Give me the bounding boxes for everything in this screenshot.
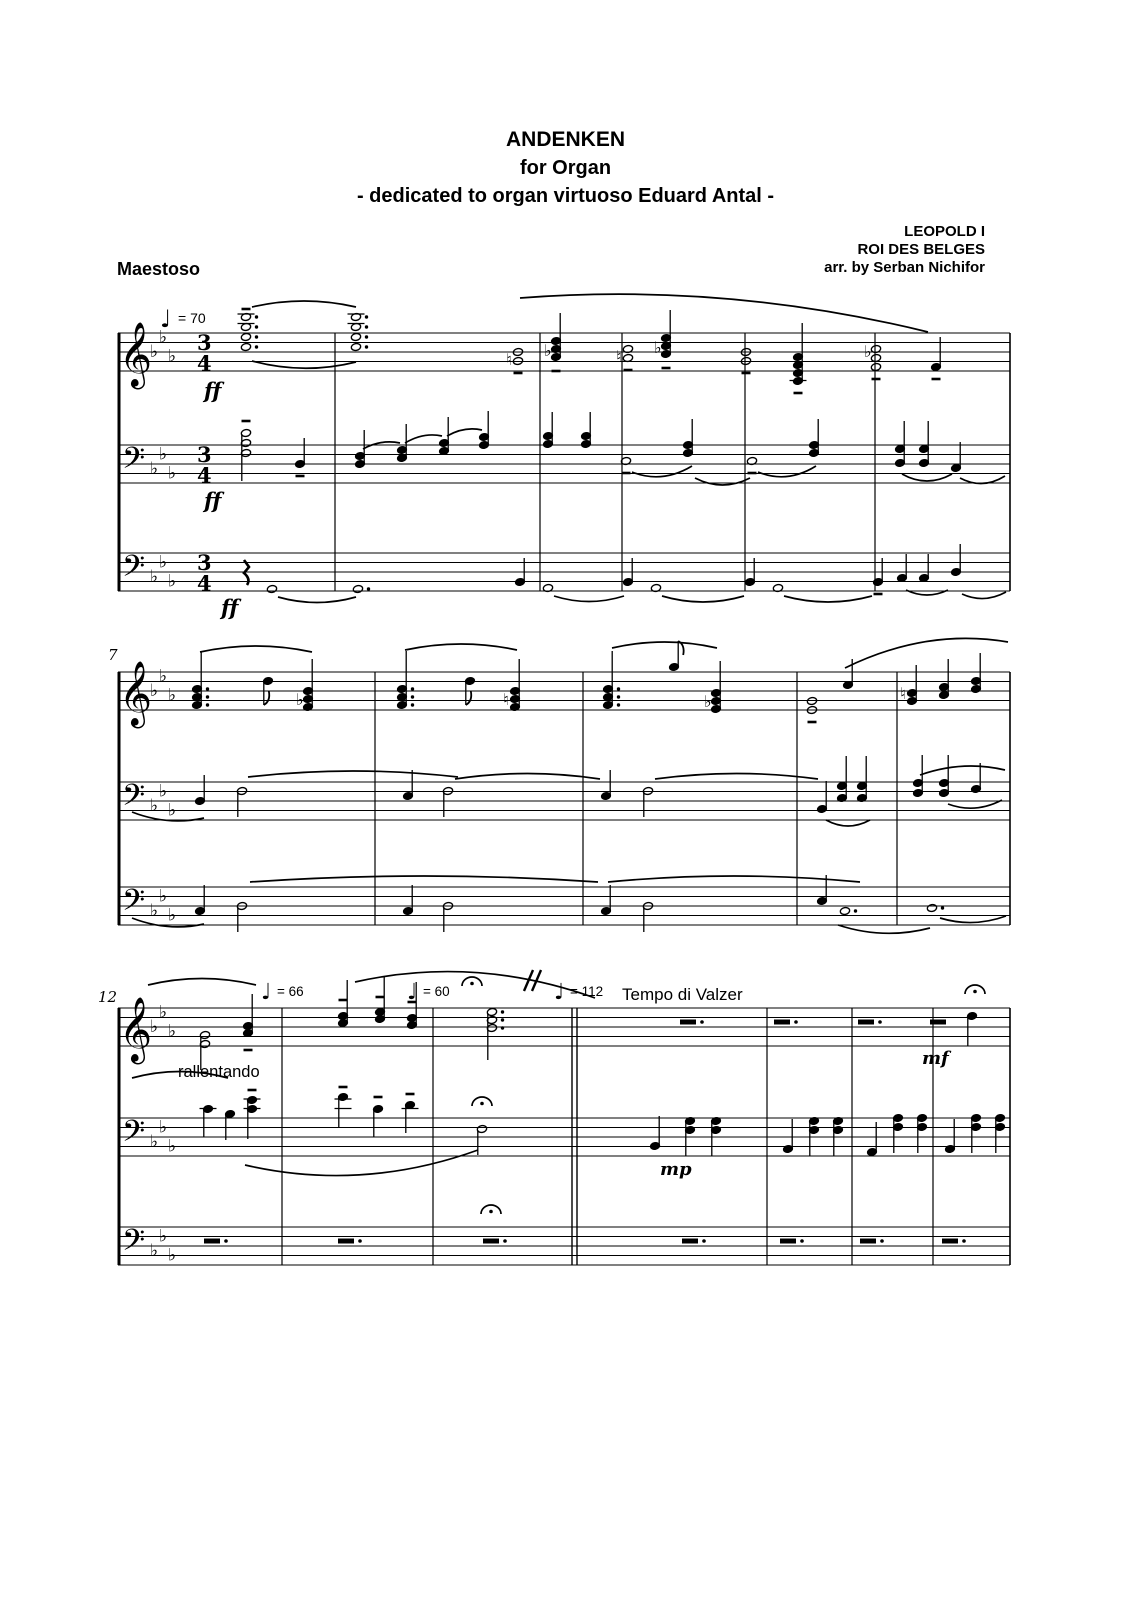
metronome-value: = 70 [178, 310, 206, 326]
flat-sign-icon: ♭ [168, 1245, 177, 1266]
eighth-flag [466, 691, 471, 705]
flat-sign-icon: ♭ [168, 685, 177, 706]
fermata-dot [470, 982, 474, 986]
augmentation-dot [206, 703, 209, 706]
bass-clef-icon: 𝄢 [122, 550, 146, 591]
bass-clef-icon: 𝄢 [122, 779, 146, 820]
flat-sign-icon: ♭ [159, 552, 168, 573]
measure-number: 7 [108, 646, 118, 664]
augmentation-dot [501, 1026, 504, 1029]
natural-accidental-icon: ♮ [900, 684, 906, 703]
open-notehead [351, 333, 362, 342]
measure-rest [942, 1239, 958, 1244]
augmentation-dot [255, 315, 258, 318]
flat-sign-icon: ♭ [150, 567, 159, 587]
augmentation-dot [880, 1239, 884, 1243]
time-sig-numerator: 3 [197, 550, 212, 575]
slur [960, 476, 1005, 484]
measure-rest [483, 1239, 499, 1244]
tempo-heading: Maestoso [117, 259, 201, 279]
natural-accidental-icon: ♮ [616, 347, 622, 366]
augmentation-dot [358, 1239, 362, 1243]
open-notehead [927, 904, 938, 913]
measure-rest [858, 1020, 874, 1025]
slur [940, 916, 1006, 923]
slur [245, 1150, 478, 1176]
augmentation-dot [878, 1020, 882, 1024]
augmentation-dot [365, 325, 368, 328]
fermata-dot [480, 1102, 484, 1106]
slur [845, 638, 1008, 668]
augmentation-dot [224, 1239, 228, 1243]
open-notehead [353, 585, 364, 594]
flat-sign-icon: ♭ [150, 342, 159, 362]
open-notehead [241, 333, 252, 342]
fermata-dot [973, 990, 977, 994]
metronome-value: = 66 [277, 984, 304, 999]
composer-name: LEOPOLD I [904, 223, 985, 240]
slur [902, 474, 952, 481]
slur [252, 301, 356, 307]
flat-sign-icon: ♭ [168, 905, 177, 926]
slur [920, 766, 1005, 775]
augmentation-dot [800, 1239, 804, 1243]
slur [758, 466, 816, 477]
time-sig-numerator: 3 [197, 442, 212, 467]
augmentation-dot [617, 687, 620, 690]
augmentation-dot [503, 1239, 507, 1243]
bass-clef-icon: 𝄢 [122, 442, 146, 483]
slur [612, 642, 717, 648]
open-notehead [241, 343, 252, 352]
augmentation-dot [617, 695, 620, 698]
slur [655, 774, 818, 780]
augmentation-dot [411, 695, 414, 698]
metronome-note-icon: ♩ [407, 980, 418, 1005]
measure-rest [774, 1020, 790, 1025]
flat-sign-icon: ♭ [150, 459, 159, 479]
augmentation-dot [367, 587, 370, 590]
augmentation-dot [501, 1010, 504, 1013]
dynamic-ff: ff [204, 378, 222, 403]
tempo-di-valzer-text: Tempo di Valzer [622, 985, 743, 1004]
measure-rest [930, 1020, 946, 1025]
augmentation-dot [365, 335, 368, 338]
metronome-note-icon: ♩ [261, 980, 272, 1005]
augmentation-dot [941, 906, 944, 909]
arranger-credit: arr. by Serban Nichifor [824, 259, 985, 276]
open-notehead [267, 585, 278, 594]
measure-rest [682, 1239, 698, 1244]
flat-sign-icon: ♭ [168, 463, 177, 484]
slur [826, 820, 870, 826]
open-notehead [840, 907, 851, 916]
composer-royal-title: ROI DES BELGES [857, 241, 985, 258]
flat-sign-icon: ♭ [150, 796, 159, 816]
augmentation-dot [206, 695, 209, 698]
time-sig-denominator: 4 [197, 351, 212, 376]
metronome-value: = 60 [423, 984, 450, 999]
flat-sign-icon: ♭ [159, 327, 168, 348]
flat-sign-icon: ♭ [159, 1117, 168, 1138]
augmentation-dot [700, 1020, 704, 1024]
augmentation-dot [365, 345, 368, 348]
augmentation-dot [206, 687, 209, 690]
work-dedication: - dedicated to organ virtuoso Eduard Antal - [356, 185, 775, 207]
natural-accidental-icon: ♮ [506, 350, 512, 369]
time-sig-denominator: 4 [197, 571, 212, 596]
slur [838, 925, 930, 933]
flat-sign-icon: ♭ [159, 886, 168, 907]
flat-sign-icon: ♭ [168, 1021, 177, 1042]
augmentation-dot [617, 703, 620, 706]
augmentation-dot [255, 335, 258, 338]
metronome-note-icon: ♩ [554, 980, 565, 1005]
flat-sign-icon: ♭ [168, 571, 177, 592]
flat-sign-icon: ♭ [168, 1136, 177, 1157]
flat-sign-icon: ♭ [150, 1241, 159, 1261]
flat-accidental-icon: ♭ [296, 690, 304, 709]
slur [520, 294, 928, 332]
flat-sign-icon: ♭ [150, 681, 159, 701]
slur [200, 646, 312, 652]
augmentation-dot [255, 325, 258, 328]
work-scoring: for Organ [519, 157, 612, 179]
flat-sign-icon: ♭ [150, 901, 159, 921]
flat-accidental-icon: ♭ [704, 692, 712, 711]
measure-rest [860, 1239, 876, 1244]
measure-rest [780, 1239, 796, 1244]
slur [554, 596, 624, 602]
slur [278, 597, 356, 603]
time-sig-numerator: 3 [197, 330, 212, 355]
dynamic-mf: mf [922, 1048, 949, 1069]
augmentation-dot [365, 315, 368, 318]
bass-clef-icon: 𝄢 [122, 884, 146, 925]
slur [148, 979, 256, 986]
work-title: ANDENKEN [505, 128, 625, 151]
measure-rest [680, 1020, 696, 1025]
flat-sign-icon: ♭ [150, 1132, 159, 1152]
treble-clef-icon: 𝄞 [119, 997, 153, 1062]
measure-rest [204, 1239, 220, 1244]
flat-sign-icon: ♭ [168, 346, 177, 367]
bass-clef-icon: 𝄢 [122, 1115, 146, 1156]
fermata-dot [489, 1210, 493, 1214]
slur [252, 361, 356, 368]
eighth-flag [264, 691, 269, 705]
slur [455, 774, 600, 780]
flat-accidental-icon: ♭ [544, 341, 552, 360]
flat-sign-icon: ♭ [159, 666, 168, 687]
flat-sign-icon: ♭ [168, 800, 177, 821]
slur [695, 478, 750, 485]
slur [608, 876, 860, 882]
bass-clef-icon: 𝄢 [122, 1224, 146, 1265]
dynamic-mp: mp [660, 1159, 692, 1180]
treble-clef-icon: 𝄞 [119, 322, 153, 387]
slur [447, 429, 482, 436]
augmentation-dot [501, 1018, 504, 1021]
open-notehead [871, 363, 882, 372]
dynamic-ff: ff [204, 488, 222, 513]
augmentation-dot [794, 1020, 798, 1024]
slur [784, 596, 872, 602]
augmentation-dot [255, 345, 258, 348]
slur [248, 771, 458, 777]
flat-sign-icon: ♭ [159, 444, 168, 465]
natural-accidental-icon: ♮ [503, 690, 509, 709]
slur [405, 644, 517, 650]
treble-clef-icon: 𝄞 [119, 661, 153, 726]
slur [632, 466, 692, 477]
augmentation-dot [411, 703, 414, 706]
time-sig-denominator: 4 [197, 463, 212, 488]
dynamic-ff: ff [221, 595, 239, 620]
augmentation-dot [411, 687, 414, 690]
augmentation-dot [962, 1239, 966, 1243]
slur [962, 592, 1006, 599]
flat-sign-icon: ♭ [159, 1226, 168, 1247]
flat-sign-icon: ♭ [150, 1017, 159, 1037]
flat-sign-icon: ♭ [159, 1002, 168, 1023]
augmentation-dot [702, 1239, 706, 1243]
measure-rest [338, 1239, 354, 1244]
augmentation-dot [854, 909, 857, 912]
open-notehead [351, 343, 362, 352]
flat-accidental-icon: ♭ [654, 338, 662, 357]
slur [250, 876, 598, 882]
metronome-value: = 112 [570, 984, 604, 999]
measure-number: 12 [98, 988, 118, 1006]
flat-accidental-icon: ♭ [864, 342, 872, 361]
metronome-note-icon: ♩ [160, 305, 172, 333]
slur [405, 435, 442, 443]
slur [662, 596, 744, 602]
rallentando-text: rallentando [178, 1063, 260, 1081]
flat-sign-icon: ♭ [159, 781, 168, 802]
